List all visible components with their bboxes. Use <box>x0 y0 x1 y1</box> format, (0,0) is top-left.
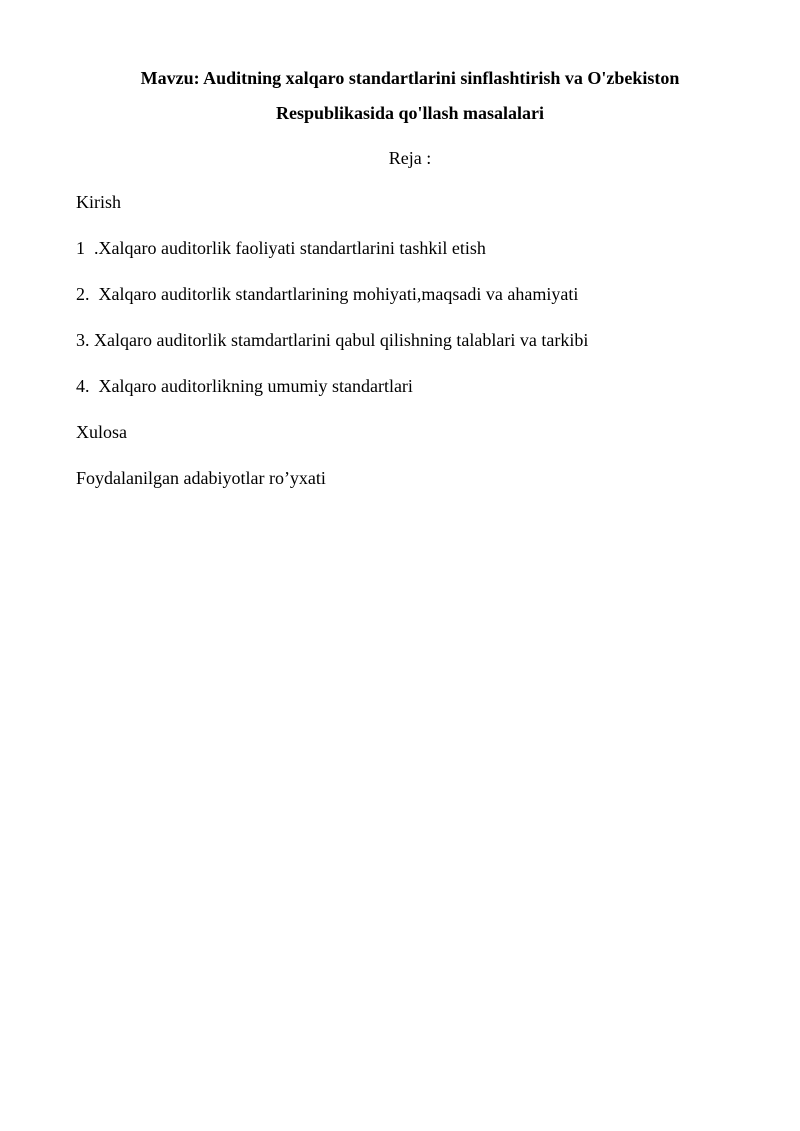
plan-item-conclusion: Xulosa <box>76 422 127 442</box>
plan-item-1: 1 .Xalqaro auditorlik faoliyati standartlarini tashkil etish <box>76 238 486 258</box>
document-title-line-1: Mavzu: Auditning xalqaro standartlarini sinflashtirish va O'zbekiston <box>140 68 680 88</box>
document-title-line-2: Respublikasida qo'llash masalalari <box>275 103 545 123</box>
plan-item-introduction: Kirish <box>76 192 121 212</box>
plan-heading: Reja : <box>388 148 432 168</box>
plan-item-4: 4. Xalqaro auditorlikning umumiy standartlari <box>76 376 413 396</box>
plan-item-2: 2. Xalqaro auditorlik standartlarining mohiyati,maqsadi va ahamiyati <box>76 284 579 304</box>
plan-item-3: 3. Xalqaro auditorlik stamdartlarini qabul qilishning talablari va tarkibi <box>76 330 589 350</box>
plan-item-references: Foydalanilgan adabiyotlar ro’yxati <box>76 468 326 488</box>
